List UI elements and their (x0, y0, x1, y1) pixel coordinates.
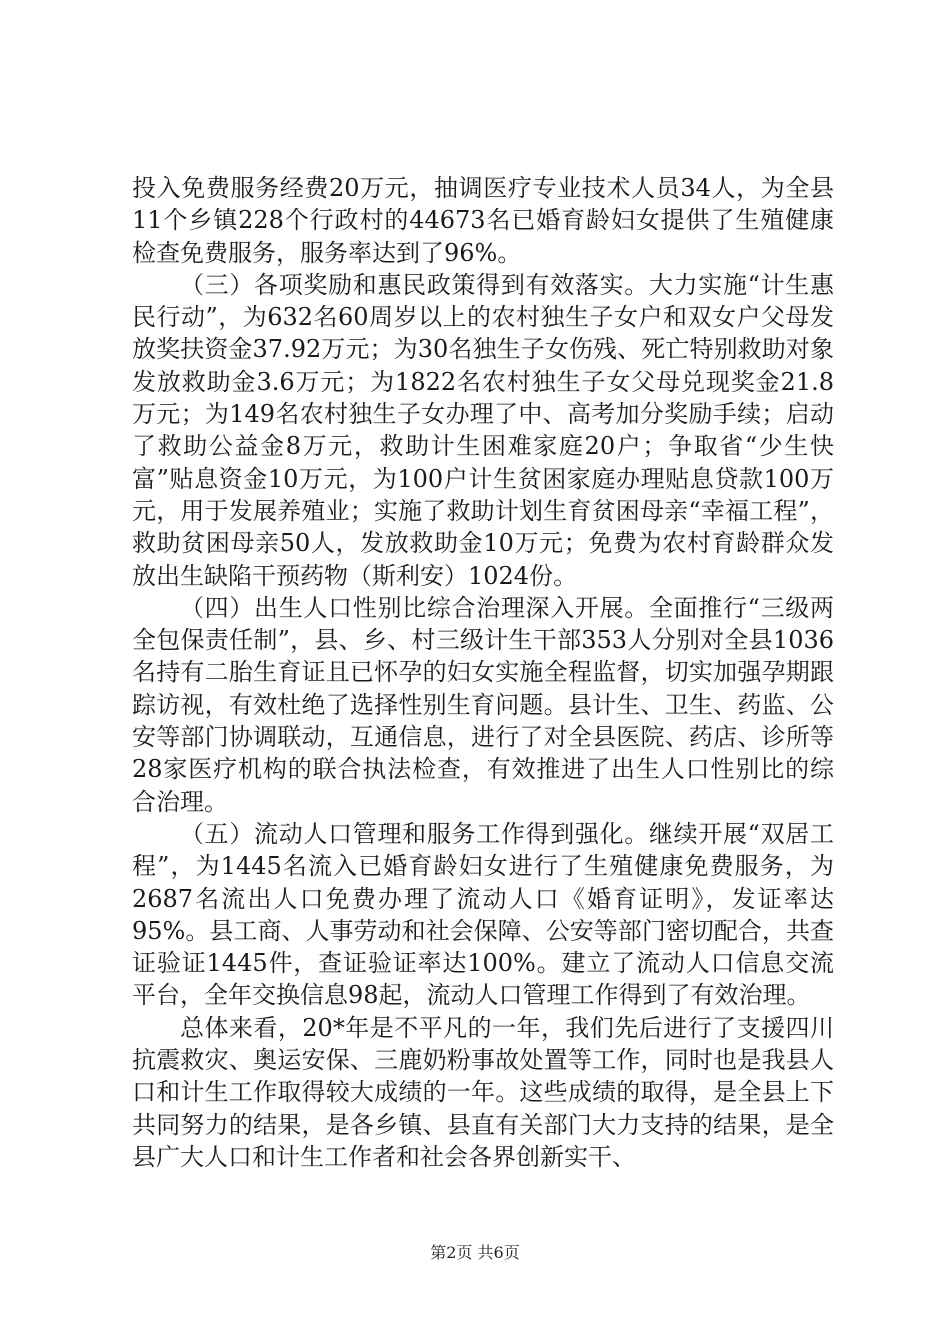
page-number-footer: 第2页 共6页 (430, 1243, 520, 1262)
paragraph-summary: 总体来看，20*年是不平凡的一年，我们先后进行了支援四川抗震救灾、奥运安保、三鹿奶粉事故处置等工作，同时也是我县人口和计生工作取得较大成绩的一年。这些成绩的取得，是全县上下共同努力的结果，是各乡镇、县直有关部门大力支持的结果，是全县广大人口和计生工作者和社会各界创新实干、 (132, 1013, 834, 1171)
paragraph-sex-ratio: （四）出生人口性别比综合治理深入开展。全面推行“三级两全包保责任制”，县、乡、村三级计生干部353人分别对全县1036名持有二胎生育证且已怀孕的妇女实施全程监督，切实加强孕期跟踪访视，有效杜绝了选择性别生育问题。县计生、卫生、药监、公安等部门协调联动，互通信息，进行了对全县医院、药店、诊所等28家医疗机构的联合执法检查，有效推进了出生人口性别比的综合治理。 (132, 593, 834, 816)
paragraph-floating-population: （五）流动人口管理和服务工作得到强化。继续开展“双居工程”，为1445名流入已婚育龄妇女进行了生殖健康免费服务，为2687名流出人口免费办理了流动人口《婚育证明》，发证率达95%。县工商、人事劳动和社会保障、公安等部门密切配合，共查证验证1445件，查证验证率达100%。建立了流动人口信息交流平台，全年交换信息98起，流动人口管理工作得到了有效治理。 (132, 819, 834, 1010)
paragraph-incentive-policies: （三）各项奖励和惠民政策得到有效落实。大力实施“计生惠民行动”，为632名60周岁以上的农村独生子女户和双女户父母发放奖扶资金37.92万元；为30名独生子女伤残、死亡特别救助对象发放救助金3.6万元；为1822名农村独生子女父母兑现奖金21.8万元；为149名农村独生子女办理了中、高考加分奖励手续；启动了救助公益金8万元，救助计生困难家庭20户；争取省“少生快富”贴息资金10万元，为100户计生贫困家庭办理贴息贷款100万元，用于发展养殖业；实施了救助计划生育贫困母亲“幸福工程”，救助贫困母亲50人，发放救助金10万元；免费为农村育龄群众发放出生缺陷干预药物（斯利安）1024份。 (132, 270, 834, 590)
paragraph-continuation: 投入免费服务经费20万元，抽调医疗专业技术人员34人，为全县11个乡镇228个行政村的44673名已婚育龄妇女提供了生殖健康检查免费服务，服务率达到了96%。 (132, 174, 834, 267)
document-body (132, 172, 834, 1173)
